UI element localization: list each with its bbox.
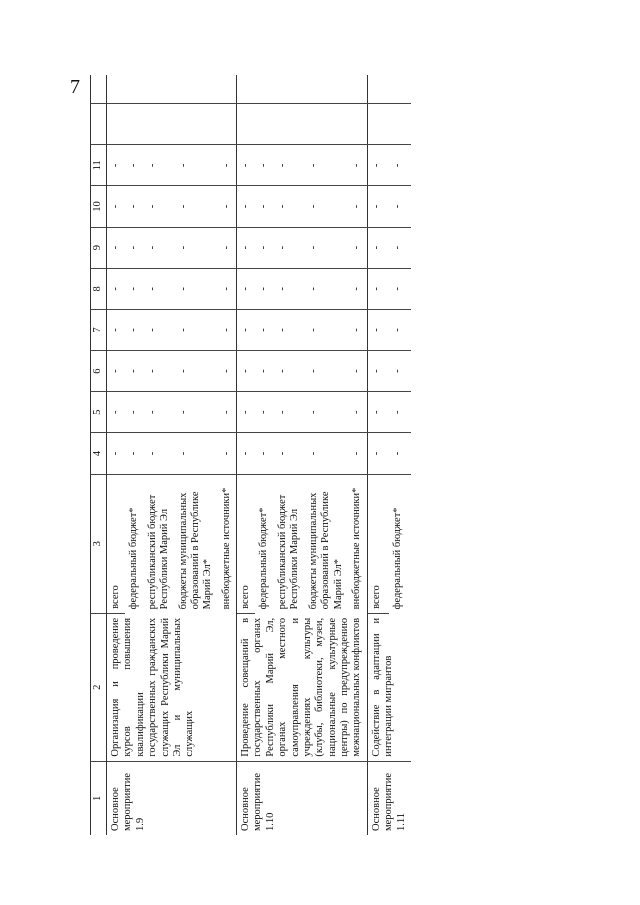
value-cell: - [255, 145, 273, 186]
value-cell [107, 104, 126, 145]
value-cell: - [125, 145, 143, 186]
value-cell: - [348, 268, 367, 309]
value-cell: - [255, 227, 273, 268]
header-cell: 1 [91, 761, 107, 835]
value-cell [274, 104, 305, 145]
value-cell [144, 75, 175, 104]
value-cell: - [389, 433, 411, 474]
value-cell: - [389, 392, 411, 433]
value-cell [237, 75, 256, 104]
value-cell [348, 104, 367, 145]
value-cell: - [125, 433, 143, 474]
header-cell: 4 [91, 433, 107, 474]
funding-source: бюджеты муниципальных образований в Республике Марий Эл* [177, 491, 214, 610]
value-cell: - [218, 145, 237, 186]
value-cell: - [175, 351, 218, 392]
funding-source: внебюджетные источники* [351, 487, 363, 610]
value-cell: - [237, 351, 256, 392]
value-cell: - [237, 145, 256, 186]
value-cell: - [237, 433, 256, 474]
value-cell: - [175, 145, 218, 186]
table-body [107, 75, 411, 835]
value-cell: - [348, 227, 367, 268]
value-cell: - [255, 351, 273, 392]
value-cell: - [389, 186, 411, 227]
value-cell: - [274, 392, 305, 433]
value-cell [305, 104, 348, 145]
header-cell: 3 [91, 474, 107, 613]
value-cell: - [348, 433, 367, 474]
value-cell: - [107, 186, 126, 227]
value-cell: - [125, 309, 143, 350]
value-cell: - [305, 145, 348, 186]
value-cell: - [274, 309, 305, 350]
value-cell: - [175, 433, 218, 474]
value-cell: - [218, 227, 237, 268]
value-cell: - [389, 227, 411, 268]
value-cell: - [218, 309, 237, 350]
table-row [107, 75, 126, 835]
funding-source: федеральный бюджет* [258, 507, 270, 610]
value-cell: - [218, 351, 237, 392]
value-cell: - [367, 186, 389, 227]
value-cell: - [144, 268, 175, 309]
value-cell: - [274, 433, 305, 474]
value-cell: - [274, 145, 305, 186]
value-cell: - [255, 309, 273, 350]
value-cell: - [175, 227, 218, 268]
value-cell: - [107, 351, 126, 392]
value-cell [237, 104, 256, 145]
value-cell: - [389, 351, 411, 392]
value-cell: - [144, 392, 175, 433]
value-cell: - [255, 268, 273, 309]
value-cell: - [255, 433, 273, 474]
value-cell: - [175, 186, 218, 227]
table-row [237, 75, 256, 835]
measure-title: Содействие в адаптации и интеграции мигрантов [367, 613, 411, 761]
header-cell: 9 [91, 227, 107, 268]
rotated-table-wrapper [90, 75, 600, 835]
value-cell: - [305, 309, 348, 350]
value-cell [389, 104, 411, 145]
value-cell: - [305, 433, 348, 474]
funding-table [90, 75, 411, 835]
value-cell [367, 104, 389, 145]
header-cell: 8 [91, 268, 107, 309]
value-cell: - [144, 186, 175, 227]
measure-title: Организация и проведение курсов повышения квалификации государственных гражданских служащих Республики Марий Эл и муниципальных служащих [107, 613, 237, 761]
value-cell: - [305, 268, 348, 309]
value-cell [389, 75, 411, 104]
header-cell: 5 [91, 392, 107, 433]
value-cell: - [305, 351, 348, 392]
value-cell [175, 104, 218, 145]
value-cell: - [107, 268, 126, 309]
value-cell [144, 104, 175, 145]
value-cell: - [237, 186, 256, 227]
funding-source: всего [367, 474, 389, 613]
value-cell: - [348, 145, 367, 186]
value-cell: - [389, 309, 411, 350]
funding-source: внебюджетные источники* [220, 487, 232, 610]
value-cell: - [144, 433, 175, 474]
header-cell: 11 [91, 145, 107, 186]
value-cell [255, 104, 273, 145]
value-cell: - [144, 309, 175, 350]
header-cell [91, 104, 107, 145]
value-cell: - [218, 268, 237, 309]
value-cell: - [274, 186, 305, 227]
value-cell: - [367, 309, 389, 350]
value-cell: - [274, 268, 305, 309]
value-cell: - [175, 309, 218, 350]
value-cell: - [175, 392, 218, 433]
value-cell [218, 104, 237, 145]
header-cell: 10 [91, 186, 107, 227]
value-cell [218, 75, 237, 104]
funding-source: всего [237, 474, 256, 613]
value-cell: - [305, 186, 348, 227]
measure-code: Основное мероприятие 1.10 [237, 761, 368, 835]
value-cell: - [237, 392, 256, 433]
value-cell [125, 104, 143, 145]
value-cell: - [367, 268, 389, 309]
value-cell: - [367, 433, 389, 474]
value-cell: - [237, 227, 256, 268]
value-cell: - [218, 186, 237, 227]
value-cell: - [107, 433, 126, 474]
value-cell [348, 75, 367, 104]
funding-source: всего [107, 474, 126, 613]
value-cell: - [348, 186, 367, 227]
header-row [91, 75, 107, 835]
value-cell [125, 75, 143, 104]
value-cell: - [237, 268, 256, 309]
value-cell [274, 75, 305, 104]
measure-code: Основное мероприятие 1.11 [367, 761, 411, 835]
value-cell: - [389, 145, 411, 186]
funding-source: бюджеты муниципальных образований в Республике Марий Эл* [307, 491, 344, 610]
value-cell: - [305, 227, 348, 268]
value-cell [255, 75, 273, 104]
value-cell: - [255, 186, 273, 227]
value-cell: - [348, 392, 367, 433]
funding-source: федеральный бюджет* [392, 507, 404, 610]
value-cell: - [218, 392, 237, 433]
value-cell: - [125, 227, 143, 268]
measure-title: Проведение совещаний в государственных органах Республики Марий Эл, органах местного самоуправления и учреждениях культуры (клубы, библиотеки, музеи, национальные культурные центры) по предупреждению межнациональных конфликтов [237, 613, 368, 761]
funding-source: республиканский бюджет Республики Марий Эл [276, 494, 301, 610]
value-cell: - [144, 227, 175, 268]
value-cell: - [348, 351, 367, 392]
value-cell: - [274, 351, 305, 392]
value-cell: - [218, 433, 237, 474]
value-cell: - [367, 351, 389, 392]
value-cell [367, 75, 389, 104]
value-cell: - [125, 186, 143, 227]
funding-source: федеральный бюджет* [128, 507, 140, 610]
value-cell: - [255, 392, 273, 433]
value-cell: - [107, 145, 126, 186]
header-cell: 6 [91, 351, 107, 392]
value-cell: - [125, 268, 143, 309]
value-cell: - [144, 351, 175, 392]
value-cell: - [274, 227, 305, 268]
value-cell: - [389, 268, 411, 309]
header-cell: 7 [91, 309, 107, 350]
funding-source: республиканский бюджет Республики Марий Эл [146, 494, 171, 610]
value-cell: - [125, 392, 143, 433]
page-number: 7 [70, 76, 80, 98]
value-cell: - [367, 145, 389, 186]
value-cell: - [144, 145, 175, 186]
value-cell: - [107, 392, 126, 433]
table-row [367, 75, 389, 835]
value-cell: - [305, 392, 348, 433]
header-cell: 2 [91, 613, 107, 761]
value-cell: - [125, 351, 143, 392]
value-cell: - [348, 309, 367, 350]
measure-code: Основное мероприятие 1.9 [107, 761, 237, 835]
value-cell: - [367, 227, 389, 268]
value-cell: - [175, 268, 218, 309]
value-cell [305, 75, 348, 104]
value-cell: - [107, 309, 126, 350]
value-cell [107, 75, 126, 104]
header-cell [91, 75, 107, 104]
value-cell [175, 75, 218, 104]
value-cell: - [107, 227, 126, 268]
value-cell: - [237, 309, 256, 350]
value-cell: - [367, 392, 389, 433]
